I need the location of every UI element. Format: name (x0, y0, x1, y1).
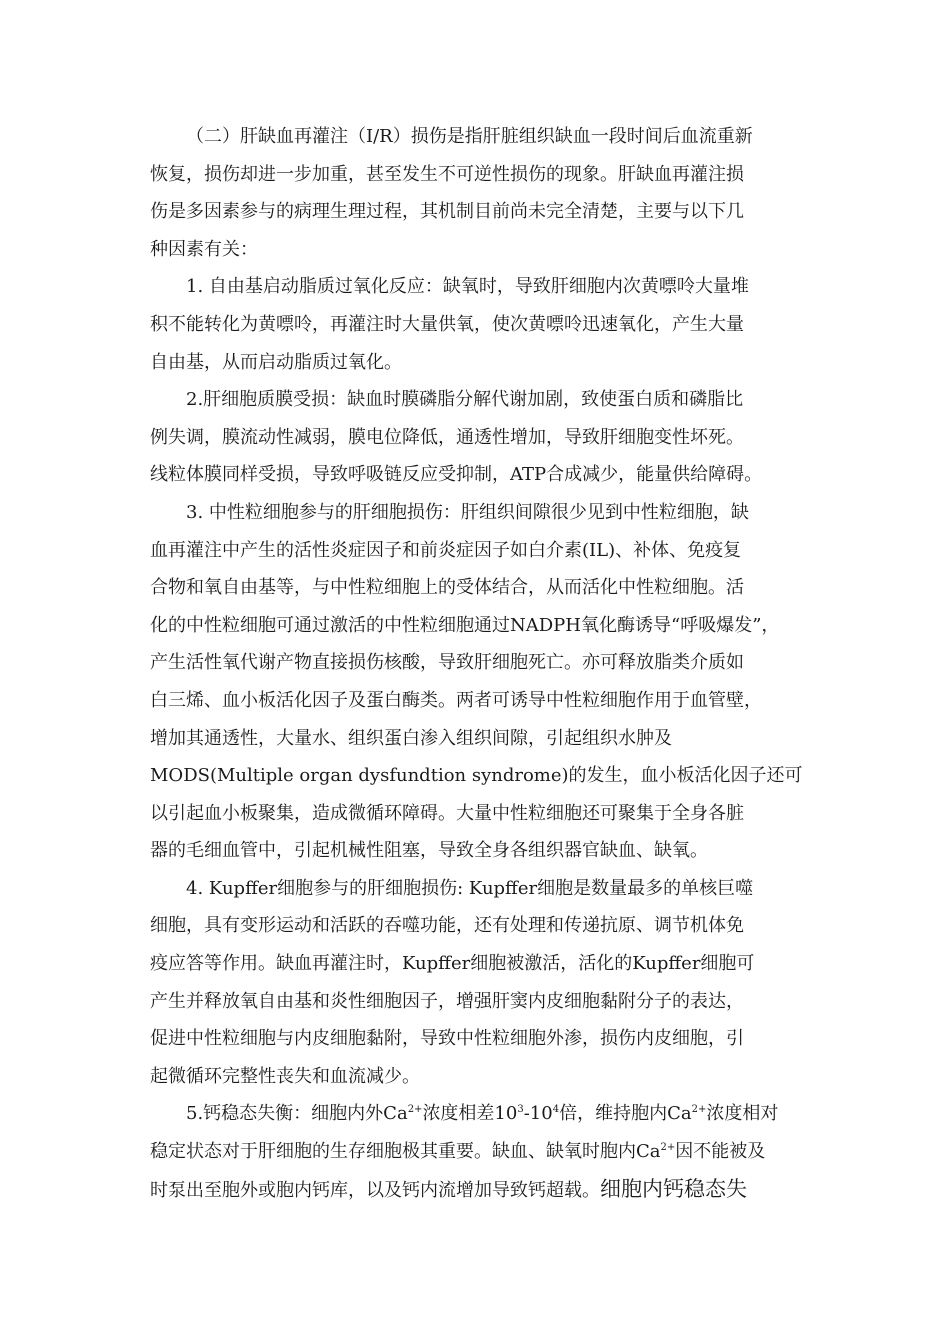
text-line: 2.肝细胞质膜受损：缺血时膜磷脂分解代谢加剧，致使蛋白质和磷脂比 (186, 389, 744, 411)
text-line: 合物和氧自由基等，与中性粒细胞上的受体结合，从而活化中性粒细胞。活 (150, 577, 744, 599)
text-line: 化的中性粒细胞可通过激活的中性粒细胞通过NADPH氧化酶诱导“呼吸爆发”， (150, 614, 780, 636)
text-line: 伤是多因素参与的病理生理过程，其机制目前尚未完全清楚，主要与以下几 (150, 201, 744, 223)
superscript: 2+ (660, 1142, 676, 1154)
text-run: 稳定状态对于肝细胞的生存细胞极其重要。缺血、缺氧时胞内Ca (150, 1141, 661, 1163)
paragraph-lines (150, 118, 803, 1095)
text-line: 例失调，膜流动性减弱，膜电位降低，通透性增加，导致肝细胞变性坏死。 (150, 426, 744, 448)
text-line: 器的毛细血管中，引起机械性阻塞，导致全身各组织器官缺血、缺氧。 (150, 840, 708, 862)
calcium-line-3 (150, 1171, 800, 1209)
text-line: 4. Kupffer细胞参与的肝细胞损伤: Kupffer细胞是数量最多的单核巨噬 (186, 877, 754, 899)
text-line: （二）肝缺血再灌注（I/R）损伤是指肝脏组织缺血一段时间后血流重新 (186, 126, 753, 147)
superscript: 4 (552, 1104, 560, 1116)
text-line: 恢复，损伤却进一步加重，甚至发生不可逆性损伤的现象。肝缺血再灌注损 (150, 163, 744, 185)
text-line: 积不能转化为黄嘌呤，再灌注时大量供氧，使次黄嘌呤迅速氧化，产生大量 (150, 313, 744, 335)
superscript: 3 (517, 1104, 524, 1116)
text-line: MODS(Multiple organ dysfundtion syndrome)的发生，血小板活化因子还可 (150, 765, 803, 787)
text-line: 起微循环完整性丧失和血流减少。 (150, 1065, 420, 1087)
text-line: 增加其通透性，大量水、组织蛋白渗入组织间隙，引起组织水肿及 (150, 727, 672, 749)
text-line: 自由基，从而启动脂质过氧化。 (150, 351, 402, 373)
text-run: 浓度相对 (706, 1103, 779, 1125)
text-run: 倍，维持胞内Ca (559, 1103, 692, 1125)
text-line: 3. 中性粒细胞参与的肝细胞损伤：肝组织间隙很少见到中性粒细胞，缺 (186, 501, 749, 523)
calcium-line-1 (150, 1095, 800, 1133)
text-run: 时泵出至胞外或胞内钙库，以及钙内流增加导致钙超载。 (150, 1179, 600, 1201)
text-line: 种因素有关： (150, 238, 258, 260)
text-run: 浓度相差10 (422, 1103, 518, 1125)
text-line: 血再灌注中产生的活性炎症因子和前炎症因子如白介素(IL)、补体、免疫复 (150, 539, 742, 561)
text-run: -10 (523, 1103, 553, 1125)
text-run: 5.钙稳态失衡：细胞内外Ca (186, 1103, 408, 1125)
text-line: 产生并释放氧自由基和炎性细胞因子，增强肝窦内皮细胞黏附分子的表达， (150, 990, 744, 1012)
text-line: 产生活性氧代谢产物直接损伤核酸，导致肝细胞死亡。亦可释放脂类介质如 (150, 652, 744, 674)
text-line: 线粒体膜同样受损，导致呼吸链反应受抑制，ATP合成减少，能量供给障碍。 (150, 464, 763, 486)
text-line: 1. 自由基启动脂质过氧化反应：缺氧时，导致肝细胞内次黄嘌呤大量堆 (186, 276, 749, 298)
document-body (150, 118, 803, 1208)
calcium-line-2 (150, 1133, 800, 1171)
text-line: 促进中性粒细胞与内皮细胞黏附，导致中性粒细胞外渗，损伤内皮细胞，引 (150, 1028, 744, 1050)
text-run: 因不能被及 (675, 1141, 766, 1163)
superscript: 2+ (407, 1104, 423, 1116)
text-line: 白三烯、血小板活化因子及蛋白酶类。两者可诱导中性粒细胞作用于血管壁， (150, 689, 762, 711)
text-line: 细胞，具有变形运动和活跃的吞噬功能，还有处理和传递抗原、调节机体免 (150, 915, 744, 937)
superscript: 2+ (691, 1104, 707, 1116)
text-line: 疫应答等作用。缺血再灌注时，Kupffer细胞被激活，活化的Kupffer细胞可 (150, 953, 755, 975)
text-run-large: 细胞内钙稳态失 (600, 1176, 747, 1201)
text-line: 以引起血小板聚集，造成微循环障碍。大量中性粒细胞还可聚集于全身各脏 (150, 802, 744, 824)
